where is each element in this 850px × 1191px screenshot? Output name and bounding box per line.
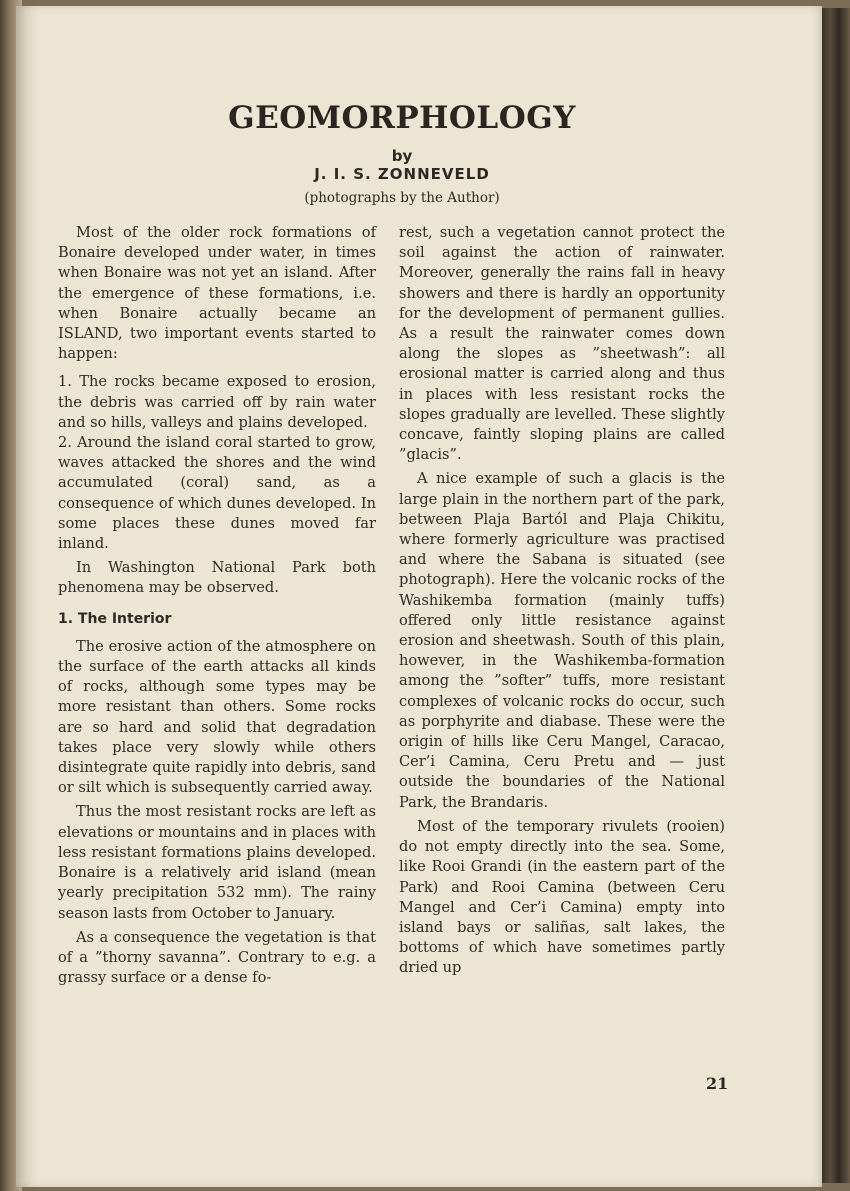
- paragraph: 1. The rocks became exposed to erosion, the debris was carried off by rain water and so hills, valleys and plains developed.: [58, 373, 376, 431]
- paragraph: Most of the older rock formations of Bonaire developed under water, in times when Bonaire was not yet an island. After the emergence of these formations, i.e. when Bonaire actually became an ISLAND, two important events started to happen:: [58, 224, 376, 363]
- article-title: GEOMORPHOLOGY: [228, 100, 576, 136]
- photo-credit: (photographs by the Author): [304, 190, 500, 206]
- book-page: [16, 6, 822, 1187]
- paragraph: Most of the temporary rivulets (rooien) do not empty directly into the sea. Some, like Rooi Grandi (in the eastern part of the Park) and Rooi Camina (between Ceru Mangel and Cer’i Camina) empty into island bays or saliñas, salt lakes, the bottoms of which have sometimes partly dried up: [399, 817, 725, 977]
- paragraph: As a consequence the vegetation is that of a ”thorny savanna”. Contrary to e.g. a grassy surface or a dense fo-: [58, 928, 376, 987]
- page-number: 21: [706, 1074, 729, 1093]
- section-heading: 1. The Interior: [58, 610, 172, 627]
- paragraph: A nice example of such a glacis is the large plain in the northern part of the park, between Plaja Bartól and Plaja Chikitu, where formerly agriculture was practised and where the Sabana is situated (see photograph). Here the volcanic rocks of the Washikemba formation (mainly tuffs) offered only little resistance against erosion and sheetwash. South of this plain, however, in the Washikemba-formation among the ”softer” tuffs, more resistant complexes of volcanic rocks do occur, such as porphyrite and diabase. These were the origin of hills like Ceru Mangel, Caracao, Cer’i Camina, Ceru Pretu and — just outside the boundaries of the National Park, the Brandaris.: [399, 470, 725, 811]
- book-page-edges: [822, 8, 850, 1183]
- byline: by: [391, 147, 413, 165]
- paragraph: The erosive action of the atmosphere on the surface of the earth attacks all kinds of rocks, although some types may be more resistant than others. Some rocks are so hard and solid that degradation takes place very slowly while others disintegrate quite rapidly into debris, sand or silt which is subsequently carried away.: [58, 637, 376, 797]
- paragraph: Thus the most resistant rocks are left as elevations or mountains and in places with less resistant formations plains developed. Bonaire is a relatively arid island (mean yearly precipitation 532 mm). The rainy season lasts from October to January.: [58, 803, 376, 922]
- paragraph: rest, such a vegetation cannot protect the soil against the action of rainwater. Moreover, generally the rains fall in heavy showers and there is hardly an opportunity for the development of permanent gullies. As a result the rainwater comes down along the slopes as ”sheetwash”: all erosional matter is carried along and thus in places with less resistant rocks the slopes gradually are levelled. These slightly concave, faintly sloping plains are called ”glacis”.: [399, 224, 725, 464]
- paragraph: In Washington National Park both phenomena may be observed.: [58, 559, 376, 597]
- left-column: [58, 223, 376, 988]
- author-name: J. I. S. ZONNEVELD: [314, 165, 490, 183]
- right-column: [399, 223, 725, 979]
- paragraph: 2. Around the island coral started to grow, waves attacked the shores and the wind accumulated (coral) sand, as a consequence of which dunes developed. In some places these dunes moved far inland.: [58, 434, 376, 553]
